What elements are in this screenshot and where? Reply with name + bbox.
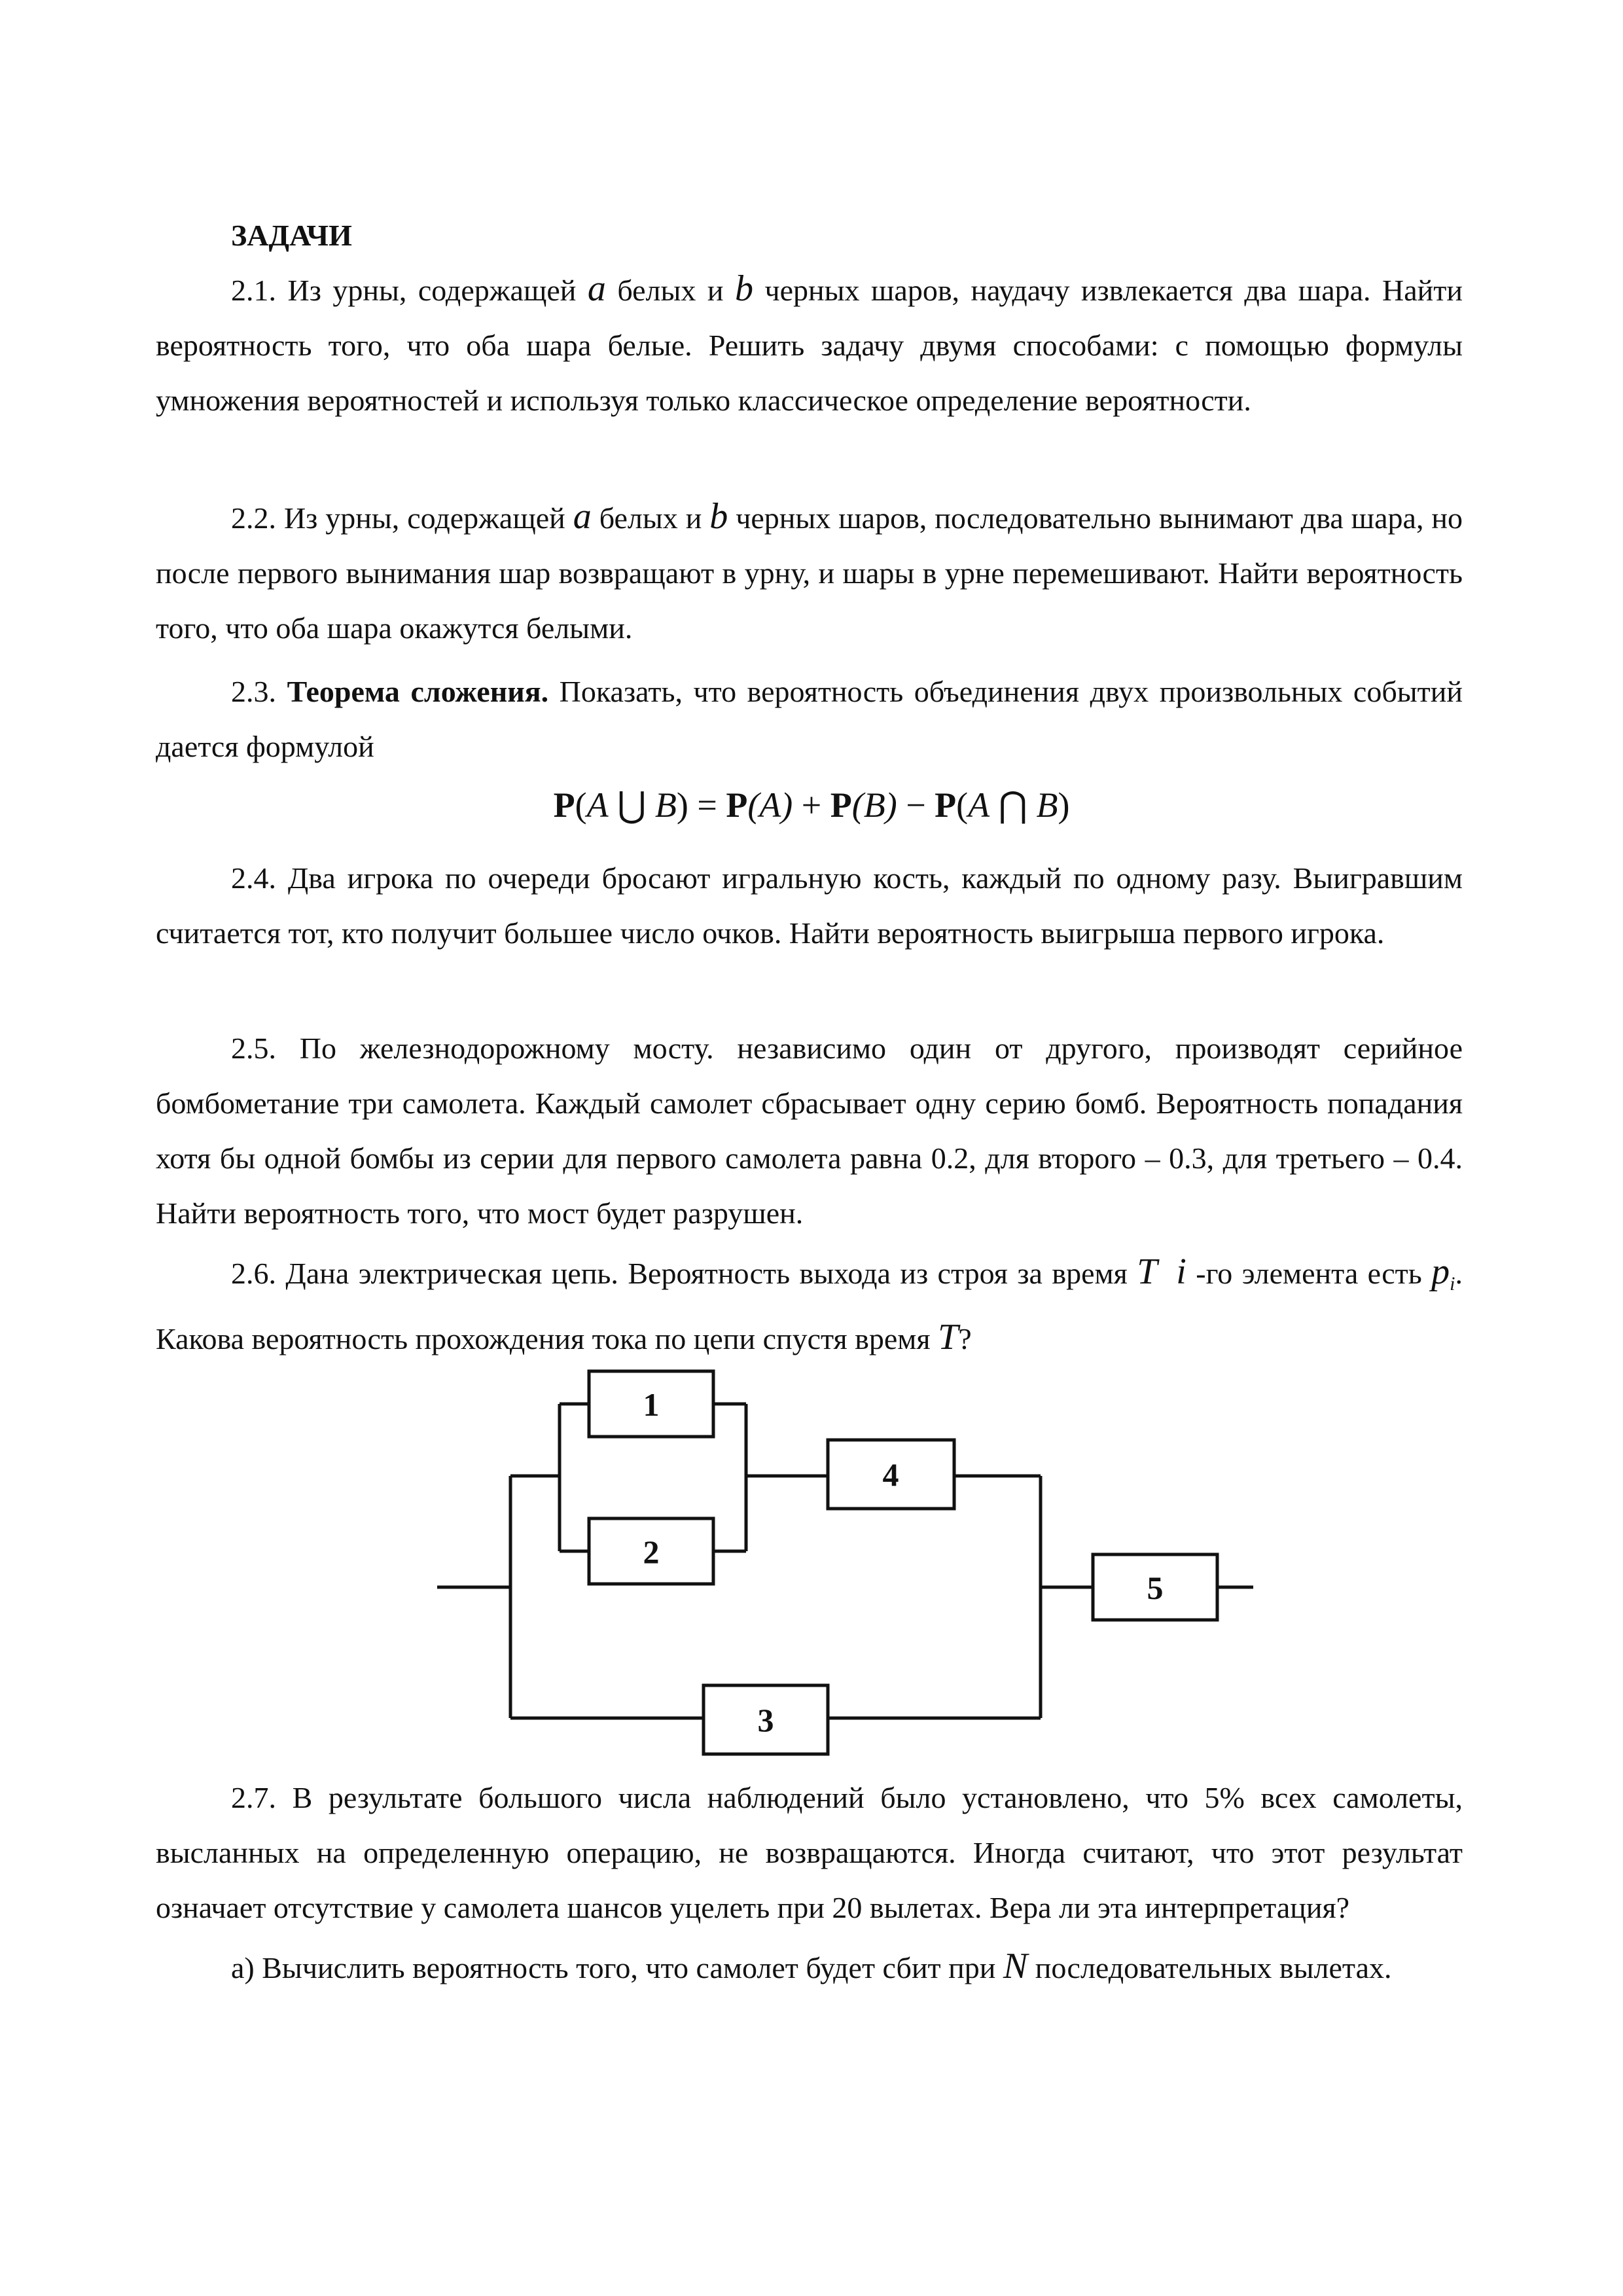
formula-p: P <box>935 785 957 825</box>
problem-2-2-text-c: черных шаров, последовательно вынимают два шара, но после первого вынимания шар возвращают в урну, и шары в урне перемешивают. Найти вероятность того, что оба шара окажутся белыми. <box>156 501 1463 645</box>
element-label-2: 2 <box>643 1534 660 1570</box>
var-a: a <box>573 496 592 537</box>
formula-pb: (B) <box>851 785 897 825</box>
problem-2-7-a-text-a: а) Вычислить вероятность того, что самолет будет сбит при <box>231 1951 1003 1984</box>
formula-equals: = <box>688 785 726 825</box>
problem-2-1-text-c: черных шаров, наудачу извлекается два шара. Найти вероятность того, что оба шара белые. Решить задачу двумя способами: с помощью формулы умножения вероятностей и используя только классическое определение вероятности. <box>156 274 1463 417</box>
var-p: p <box>1431 1251 1450 1292</box>
formula-close: ) <box>676 785 688 825</box>
formula-pa: (A) <box>747 785 793 825</box>
var-i: i <box>1176 1251 1186 1292</box>
problem-2-4: 2.4. Два игрока по очереди бросают игральную кость, каждый по одному разу. Выигравшим считается тот, кто получит большее число очков. Найти вероятность выигрыша первого игрока. <box>156 861 1463 950</box>
var-b: b <box>709 496 728 537</box>
formula-plus: + <box>793 785 830 825</box>
var-n: N <box>1003 1946 1028 1986</box>
formula-a: A <box>968 785 990 825</box>
problem-2-1-text-b: белых и <box>605 274 735 307</box>
var-b: b <box>734 268 753 309</box>
formula-union: ⋃ <box>608 785 655 825</box>
element-label-1: 1 <box>643 1386 660 1423</box>
section-heading: ЗАДАЧИ <box>231 219 352 252</box>
formula-b: B <box>1036 785 1058 825</box>
formula-p: P <box>726 785 748 825</box>
formula-p: P <box>830 785 852 825</box>
problem-2-5: 2.5. По железнодорожному мосту. независимо один от другого, производят серийное бомбометание три самолета. Каждый самолет сбрасывает одну серию бомб. Вероятность попадания хотя бы одной бомбы из серии для первого самолета равна 0.2, для второго – 0.3, для третьего – 0.4. Найти вероятность того, что мост будет разрушен. <box>156 1031 1463 1230</box>
var-t: T <box>1137 1251 1158 1292</box>
var-t: T <box>938 1317 959 1358</box>
problem-2-3-text: Показать, что вероятность объединения двух произвольных событий дается формулой <box>156 675 1463 763</box>
problem-2-3-number: 2.3. <box>231 675 287 708</box>
problem-2-2-text-a: 2.2. Из урны, содержащей <box>231 501 573 535</box>
problem-2-7: 2.7. В результате большого числа наблюдений было установлено, что 5% всех самолеты, высланных на определенную операцию, не возвращаются. Иногда считают, что этот результат означает отсутствие у самолета шансов уцелеть при 20 вылетах. Вера ли эта интерпретация? <box>156 1781 1463 1924</box>
element-label-5: 5 <box>1147 1570 1164 1606</box>
formula-b: B <box>654 785 677 825</box>
element-label-3: 3 <box>757 1702 774 1738</box>
formula-open: ( <box>956 785 969 825</box>
var-a: a <box>587 268 606 309</box>
problem-2-6-text-c: . Какова вероятность прохождения тока по цепи спустя время <box>156 1257 1463 1356</box>
problem-2-7-a <box>156 1941 1463 1996</box>
formula-intersection: ⋂ <box>990 785 1037 825</box>
formula-minus: − <box>897 785 935 825</box>
problem-2-7-a-text-b: последовательных вылетах. <box>1027 1951 1392 1984</box>
problem-2-6-text-a: 2.6. Дана электрическая цепь. Вероятность выхода из строя за время <box>231 1257 1137 1290</box>
var-p-subscript: i <box>1450 1273 1455 1295</box>
problem-2-6-text-b: -го элемента есть <box>1186 1257 1432 1290</box>
problem-2-1-text-a: 2.1. Из урны, содержащей <box>231 274 588 307</box>
problem-2-6-text-d: ? <box>958 1322 972 1356</box>
theorem-title: Теорема сложения. <box>287 675 549 708</box>
formula-open: ( <box>575 785 587 825</box>
problem-2-2-text-b: белых и <box>591 501 710 535</box>
formula-p: P <box>553 785 575 825</box>
formula-close: ) <box>1058 785 1070 825</box>
formula-a: A <box>586 785 609 825</box>
element-label-4: 4 <box>882 1456 899 1493</box>
